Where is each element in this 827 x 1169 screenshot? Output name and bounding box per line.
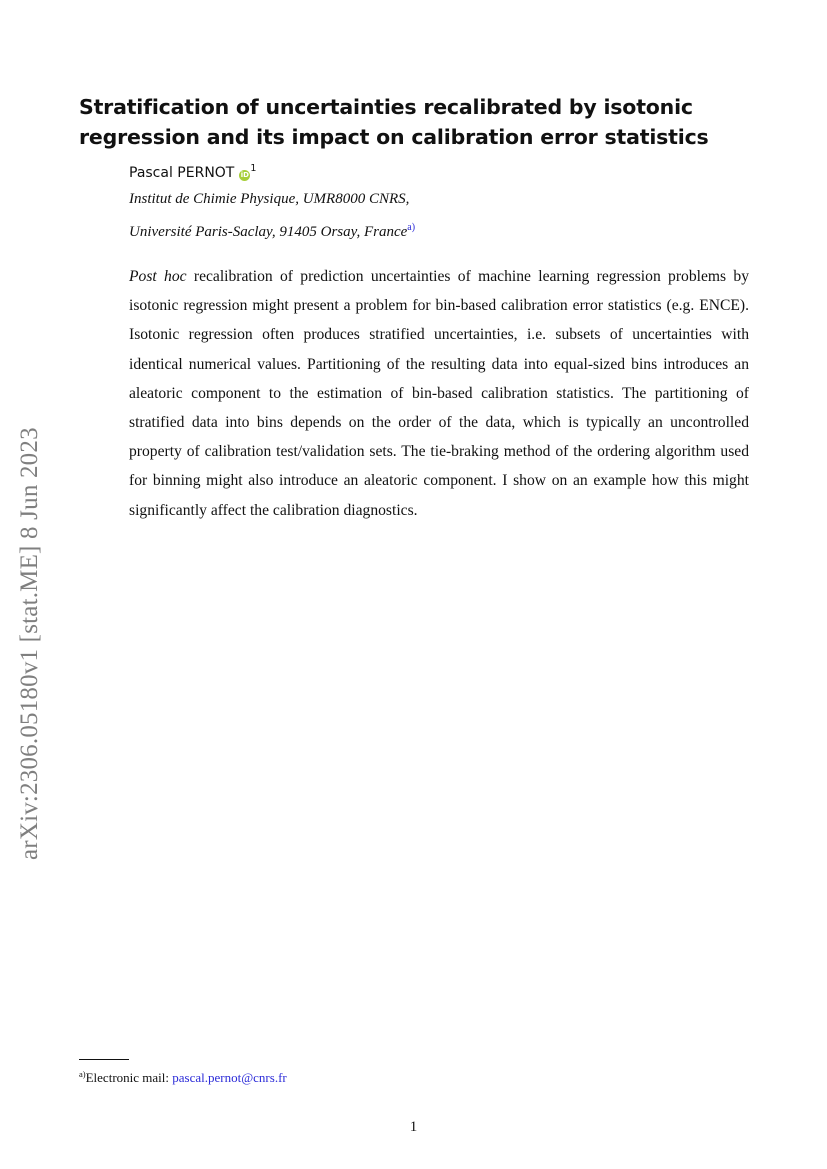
abstract-body: recalibration of prediction uncertainties of machine learning regression problems by isotonic regression might present a problem for bin-based calibration error statistics (e.g. ENCE). Isotonic regression often produces stratified uncertainties, i.e. subsets of uncertainties with identical numerical values. Partitioning of the resulting data into equal-sized bins introduces an aleatoric component to the estimation of bin-based calibration statistics. The partitioning of stratified data into bins depends on the order of the data, which is typically an uncontrolled property of calibration test/validation sets. The tie-braking method of the ordering algorithm used for binning might also introduce an aleatoric component. I show on an example how this might significantly affect the calibration diagnostics. xyxy=(129,268,749,519)
footnote-divider xyxy=(79,1059,129,1060)
abstract-lead: Post hoc xyxy=(129,268,187,285)
author-name: Pascal PERNOT xyxy=(129,165,235,181)
footnote-label: Electronic mail: xyxy=(85,1070,173,1085)
author-line xyxy=(129,163,256,181)
affiliation-text: Université Paris-Saclay, 91405 Orsay, France xyxy=(129,224,408,240)
footnote-mark: a) xyxy=(79,1069,86,1079)
footnote xyxy=(79,1069,287,1086)
orcid-icon[interactable]: iD xyxy=(240,171,249,179)
email-link[interactable]: pascal.pernot@cnrs.fr xyxy=(172,1070,287,1085)
arxiv-identifier-stamp: arXiv:2306.05180v1 [stat.ME] 8 Jun 2023 xyxy=(16,427,43,860)
abstract xyxy=(129,262,749,525)
page-number: 1 xyxy=(409,1119,418,1135)
paper-title: Stratification of uncertainties recalibrated by isotonic regression and its impact on calibration error statistics xyxy=(79,95,709,149)
affiliation-line-2 xyxy=(129,222,415,241)
affiliation-line-1: Institut de Chimie Physique, UMR8000 CNRS, xyxy=(129,191,410,207)
footnote-link[interactable]: a) xyxy=(407,222,416,233)
author-superscript: 1 xyxy=(250,163,257,174)
